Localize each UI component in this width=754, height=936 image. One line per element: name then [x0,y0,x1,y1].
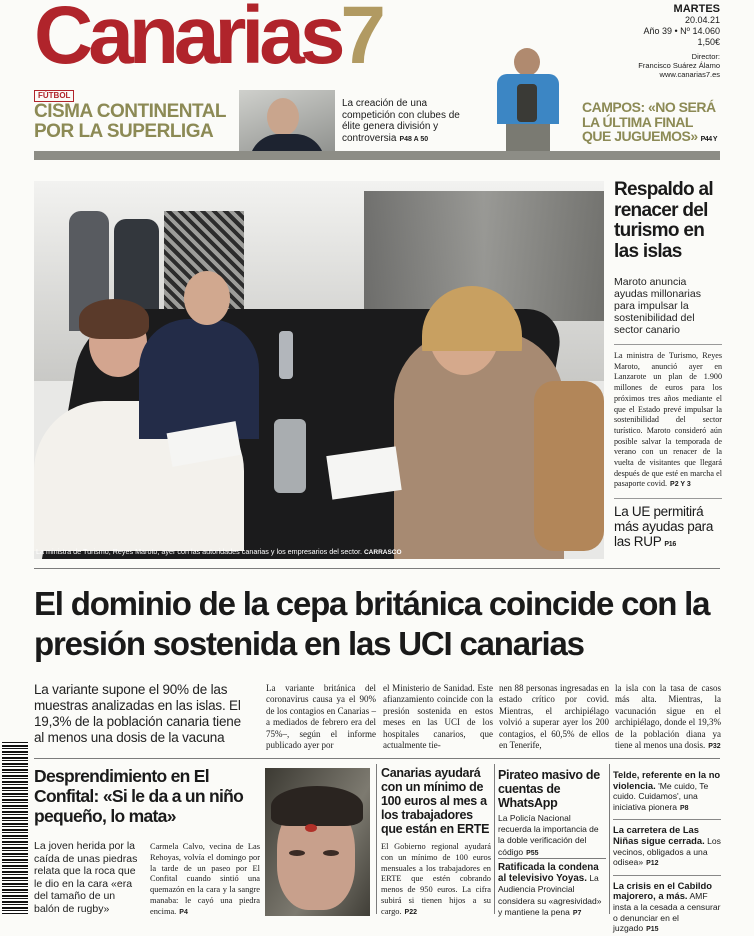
edition-info [638,4,720,79]
side-body [614,351,722,491]
edition-price: 1,50€ [697,37,720,47]
story2-ref: P22 [404,908,418,916]
bottom-top-rule [34,758,720,759]
perez-photo [239,90,335,160]
director-name: Francisco Suárez Álamo [638,60,720,70]
campos-photo [490,48,565,160]
lead-col-3: nen 88 personas ingresadas en estado crítico por covid. Mientras, el archipiélago volvió a superar ayer los 200 contagios, el 60,5% de ellos en Tenerife, [499,683,609,751]
lead-ref: P32 [708,743,721,751]
brief-item [613,770,721,814]
side-headline: Respaldo al renacer del turismo en las islas [614,179,713,262]
top-headline: CISMA CONTINENTAL POR LA SUPERLIGA [34,101,226,142]
logo [34,0,381,82]
story1-headline: Desprendimiento en El Confital: «Si le da a un niño pequeño, lo mata» [34,766,244,826]
brief-text: Los vecinos, obligados a una odisea» [613,835,721,868]
right-headline-ref: P44 Y [700,136,717,143]
director-label: Director: [691,52,720,61]
story1-ref: P4 [179,908,188,916]
story4 [498,862,604,919]
story4-ref: P7 [572,909,582,917]
top-band [34,88,720,160]
band-rule [34,151,720,160]
story2-body-text: El Gobierno regional ayudará con un mínimo de 100 euros mensuales a los trabajadores en ERTE que estén cobrando menos de 950 euros. La cifra subirá si tienen hijos a su cargo. [381,842,491,916]
col-rule [609,764,610,914]
story3-headline: Pirateo masivo de cuentas de WhatsApp [498,768,600,810]
col-rule [494,764,495,914]
caption-credit: CARRASCO [363,549,402,556]
lead-col-4 [615,683,721,752]
story4-body-text: La Audiencia Provincial considera su «agresividad» y mantiene la pena [498,873,602,917]
section-tag: FÚTBOL [34,90,74,102]
brief-divider [613,875,721,876]
story2-headline: Canarias ayudará con un mínimo de 100 euros al mes a los trabajadores que están en ERTE [381,766,490,836]
lead-col-4-text: la isla con la tasa de casos más alta. Mientras, la vacunación sigue en el archipiélago, donde el 19,3% de la población diana ya tiene al menos una dosis. [615,683,721,751]
story3-ref: P55 [526,849,539,857]
story3-body [498,813,604,859]
caption-text: La ministra de Turismo, Reyes Maroto, ayer con las autoridades canarias y los empresarios del sector. [36,547,362,556]
lead-col-2: el Ministerio de Sanidad. Este afianzamiento coincide con la presión sostenida en estos meses en las UCI de los hospitales canarios, que actualmente tie- [383,683,493,751]
lead-deck: La variante supone el 90% de las muestras analizadas en las islas. El 19,3% de la población canaria tiene al menos una dosis de la vacuna [34,682,241,745]
lead-top-rule [34,568,720,569]
brief-text: AMF insta a la cesada a censurar o denunciar en el juzgado [613,891,721,934]
injured-woman-photo [265,768,370,916]
brief-ref: P15 [646,926,659,934]
story1-body-text: Carmela Calvo, vecina de Las Rehoyas, volvía el domingo por la tarde de un paseo por El Confital cuando sintió una quemazón en la cara y la sangre manaba: le cayó una piedra encima. [150,842,260,916]
photo-caption [36,547,602,557]
brief-text: 'Me cuido, Te cuido. Cuidamos', una iniciativa pionera [613,780,709,812]
side-divider [614,344,722,345]
barcode [2,742,28,914]
side-divider-2 [614,498,722,499]
top-teaser-text: La creación de una competición con clubes de élite genera división y controversia [342,98,460,144]
story2-body [381,842,491,919]
edition-issue: Año 39 • Nº 14.060 [643,26,720,36]
story1-body [150,842,260,919]
edition-day: MARTES [673,3,720,15]
main-photo [34,181,604,559]
side-story [614,180,722,552]
top-teaser [342,98,462,145]
side-subhead: Maroto anuncia ayudas millonarias para impulsar la sostenibilidad del sector canario [614,276,701,336]
top-teaser-ref: P48 A 50 [399,135,429,143]
side-body-text: La ministra de Turismo, Reyes Maroto, anunció ayer en Lanzarote un plan de 1.900 millones de euros para los próximos tres años mediante el que el Estado prevé impulsar la sostenibilidad del sector turístico. Maroto consideró aún posible salvar la temporada de verano con un renacer de la vuelta de visitantes que llegará después de que esté en marcha el pasaporte covid. [614,351,722,489]
logo-number: 7 [340,0,382,81]
briefs [613,770,721,936]
story3-divider [498,858,606,859]
brief-item [613,825,721,869]
brief-lead: La crisis en el Cabildo majorero, a más. [613,879,712,902]
col-rule [376,764,377,914]
brief-ref: P12 [646,860,659,868]
story4-headline: Ratificada la condena al televisivo Yoyas. [498,862,599,885]
lead-col-1: La variante británica del coronavirus causa ya el 90% de los contagios en Canarias –a mediados de febrero era del 75%–, según el informe publicado ayer por [266,683,376,751]
side-body-ref: P2 Y 3 [670,481,691,489]
brief-ref: P8 [680,804,689,812]
lead-headline: El dominio de la cepa británica coincide con la presión sostenida en las UCI canarias [34,585,710,662]
edition-date: 20.04.21 [684,15,720,25]
website: www.canarias7.es [659,70,720,79]
story3-body-text: La Policía Nacional recuerda la importancia de la doble verificación del código [498,813,599,857]
side-brief-ref: P16 [664,541,676,549]
logo-text: Canarias [34,0,341,81]
brief-lead: Telde, referente en la no violencia. [613,769,721,791]
right-headline-text: CAMPOS: «NO SERÁ LA ÚLTIMA FINAL QUE JUGUEMOS» [582,99,716,144]
brief-divider [613,819,721,820]
side-brief [614,504,722,552]
story1-deck: La joven herida por la caída de unas piedras relata que la roca que le dio en la cara «era del tamaño de un balón de rugby» [34,840,138,915]
brief-lead: La carretera de Las Niñas sigue cerrada. [613,824,705,846]
side-brief-text: La UE permitirá más ayudas para las RUP [614,504,714,550]
brief-item [613,881,721,936]
